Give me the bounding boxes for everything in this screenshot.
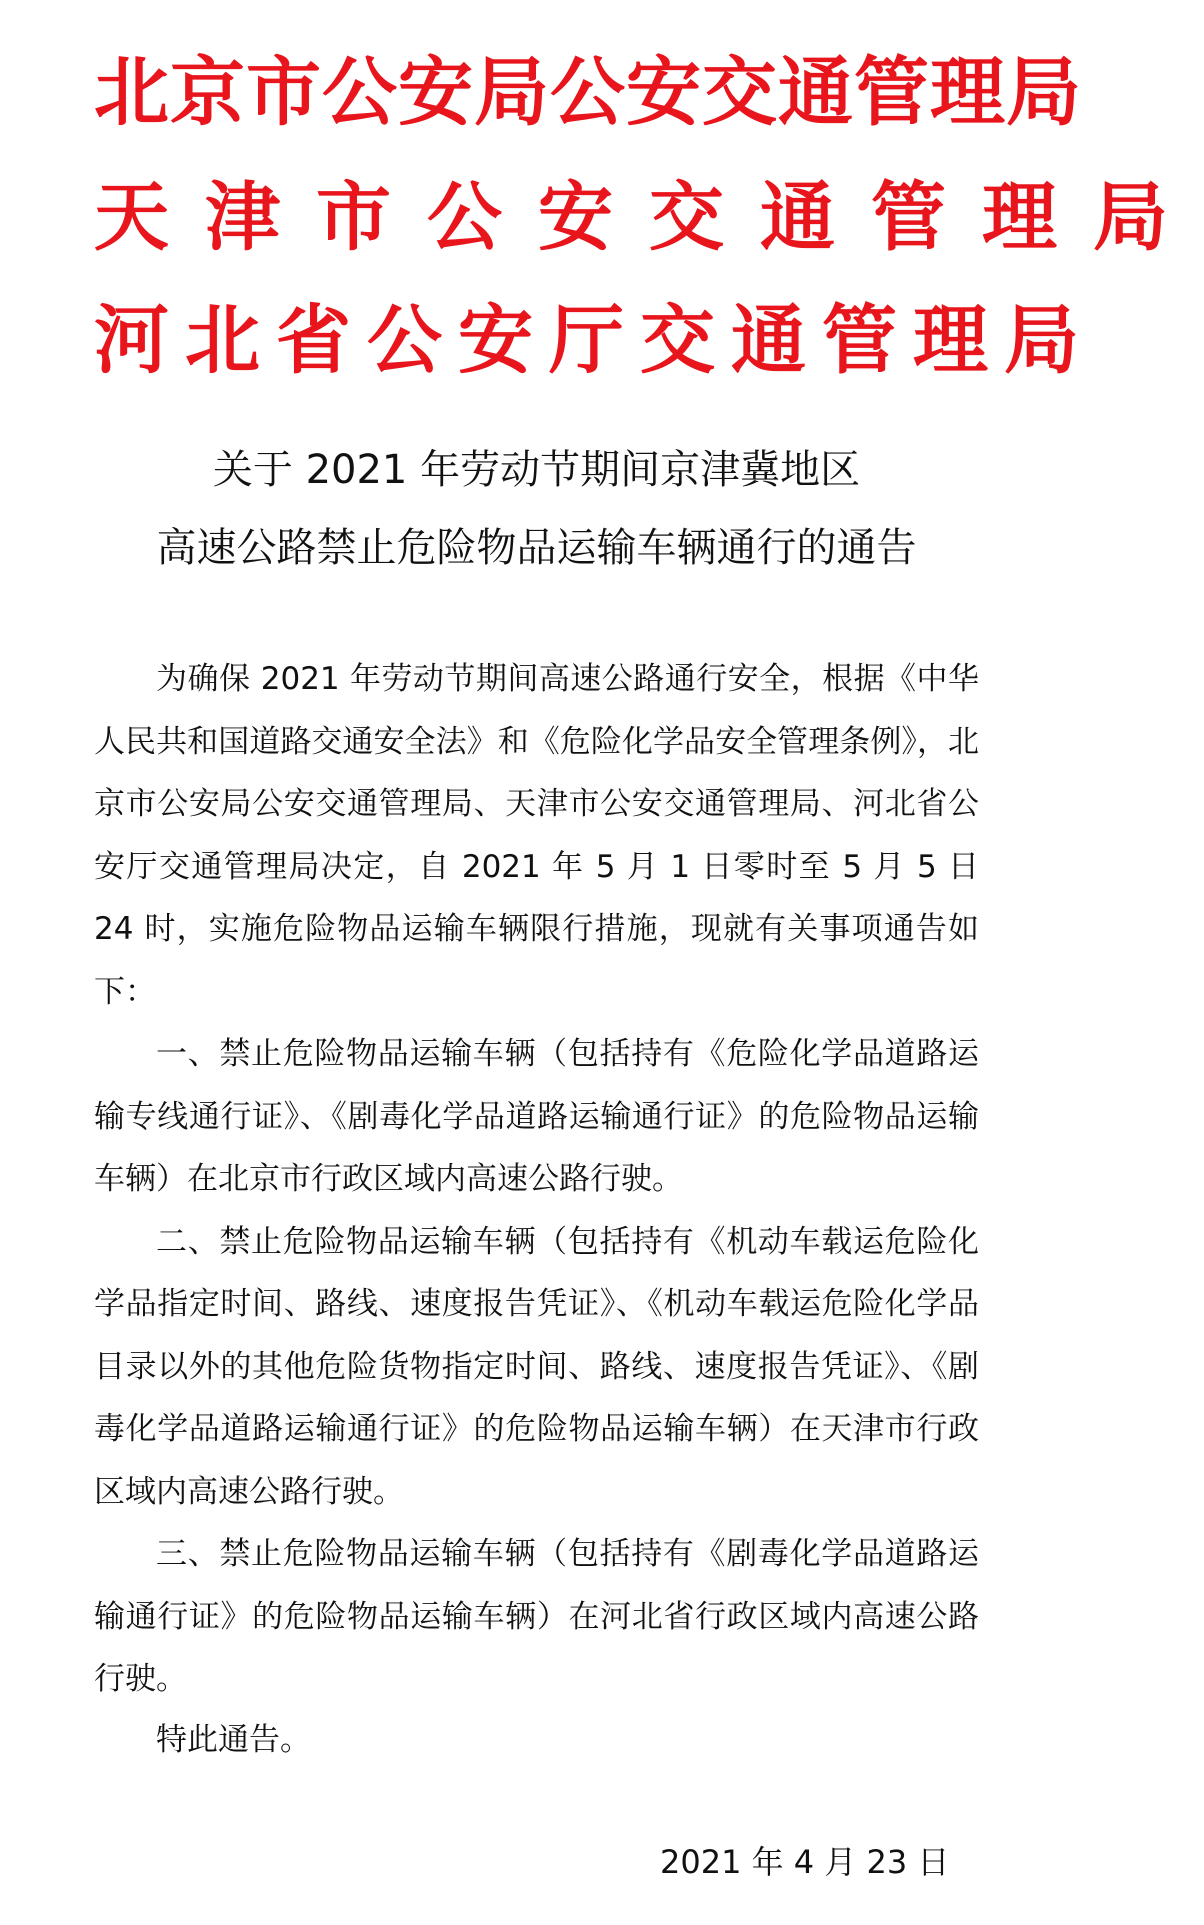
agency-name-tianjin: 天津市公安交通管理局: [94, 173, 1204, 261]
issue-date: 2021 年 4 月 23 日: [660, 1843, 950, 1881]
notice-body: [94, 648, 979, 1711]
closing-statement: 特此通告。: [156, 1722, 311, 1758]
body-paragraph-item-1: 一、禁止危险物品运输车辆（包括持有《危险化学品道路运输专线通行证》、《剧毒化学品道路运输通行证》的危险物品运输车辆）在北京市行政区域内高速公路行驶。: [94, 1036, 979, 1197]
notice-title-line-1: 关于 2021 年劳动节期间京津冀地区: [212, 447, 861, 493]
body-paragraph-item-3: 三、禁止危险物品运输车辆（包括持有《剧毒化学品道路运输通行证》的危险物品运输车辆）在河北省行政区域内高速公路行驶。: [94, 1536, 979, 1697]
body-paragraph-intro: 为确保 2021 年劳动节期间高速公路通行安全，根据《中华人民共和国道路交通安全法》和《危险化学品安全管理条例》，北京市公安局公安交通管理局、天津市公安交通管理局、河北省公安厅交通管理局决定，自 2021 年 5 月 1 日零时至 5 月 5 日 24 时，实施危险物品运输车辆限行措施，现就有关事项通告如下：: [94, 661, 979, 1010]
body-paragraph-item-2: 二、禁止危险物品运输车辆（包括持有《机动车载运危险化学品指定时间、路线、速度报告凭证》、《机动车载运危险化学品目录以外的其他危险货物指定时间、路线、速度报告凭证》、《剧毒化学品道路运输通行证》的危险物品运输车辆）在天津市行政区域内高速公路行驶。: [94, 1223, 979, 1510]
agency-name-beijing: 北京市公安局公安交通管理局: [94, 48, 1083, 136]
notice-title-line-2: 高速公路禁止危险物品运输车辆通行的通告: [156, 525, 917, 571]
agency-name-hebei: 河北省公安厅交通管理局: [94, 296, 1096, 384]
